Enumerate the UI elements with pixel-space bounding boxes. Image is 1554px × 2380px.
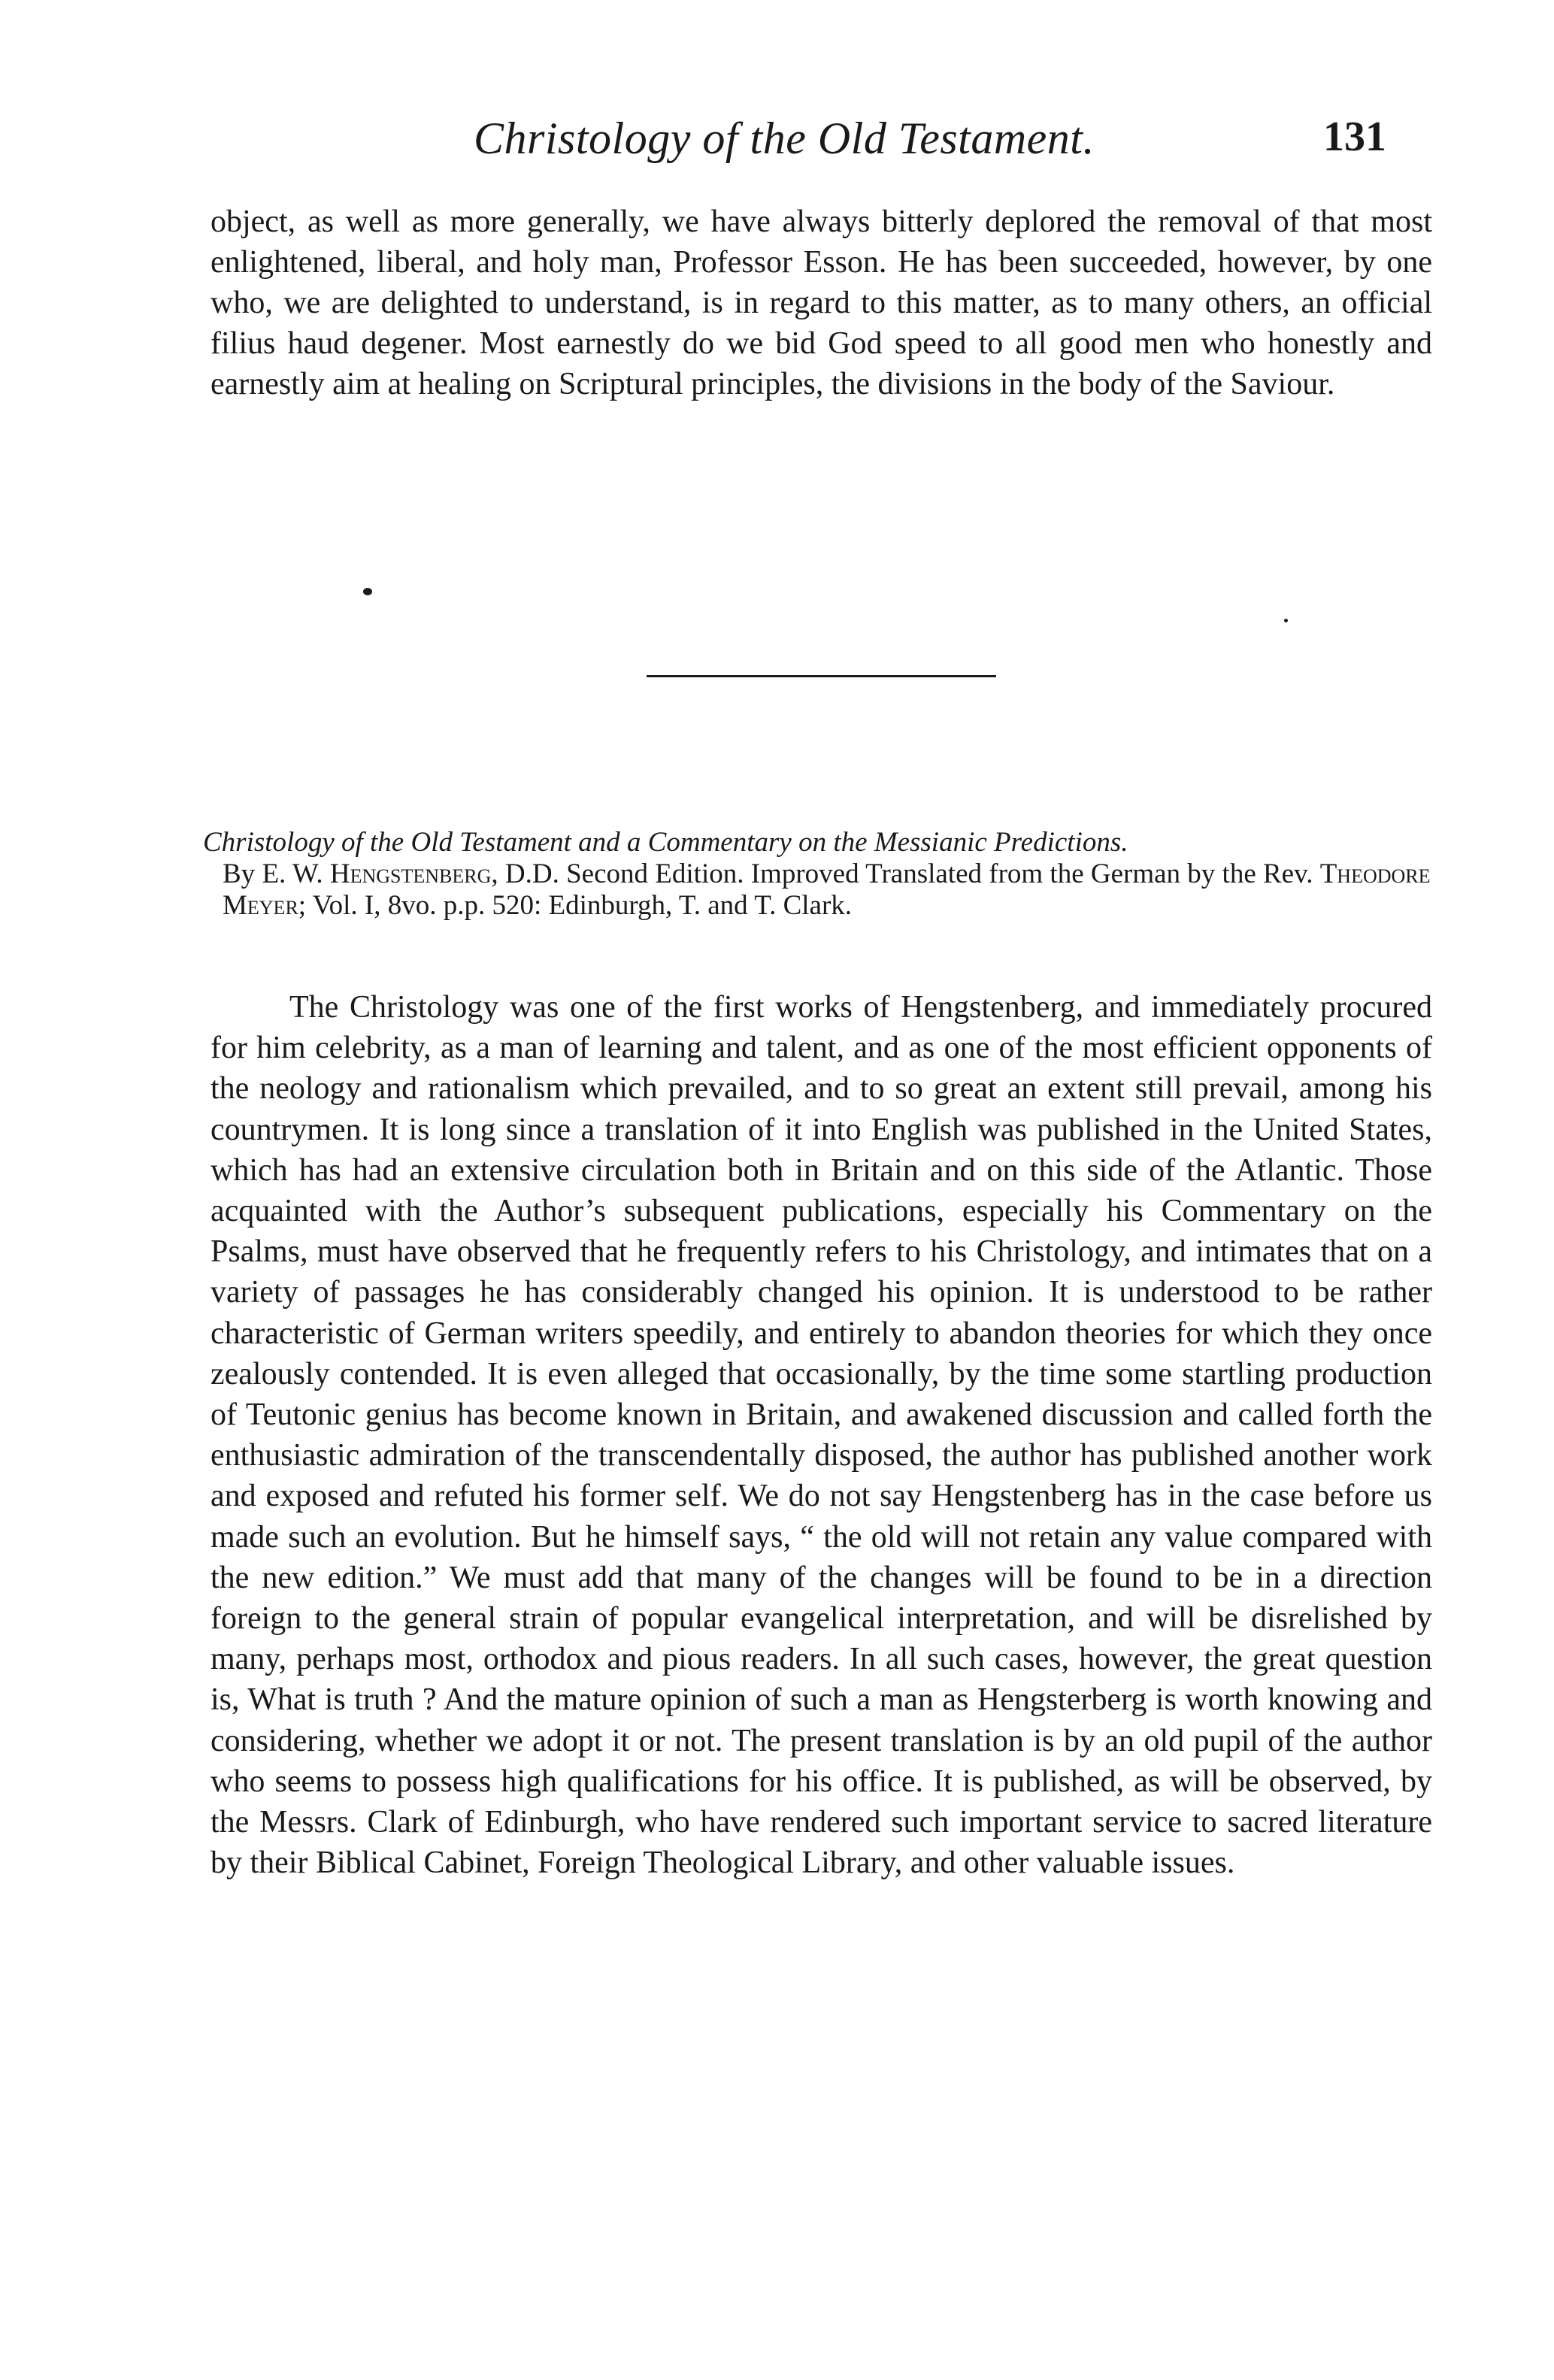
translation-note: Improved Translated from the German by the Rev.: [750, 858, 1313, 889]
author-degree: , D.D.: [491, 858, 559, 889]
ink-speck: [363, 588, 372, 595]
publisher: T. and T. Clark.: [678, 890, 853, 921]
running-header: [0, 113, 1554, 173]
by-prefix: By: [223, 858, 256, 889]
publication-details: ; Vol. I, 8vo. p.p. 520: Edinburgh,: [298, 890, 673, 921]
translator-name: Theodore Meyer: [223, 858, 1431, 921]
author-name: E. W. Hengstenberg: [262, 858, 492, 889]
review-heading: [203, 827, 1436, 922]
book-credits: [203, 858, 1436, 922]
section-divider: [647, 675, 996, 677]
review-body-paragraph: The Christology was one of the first works of Hengstenberg, and immediately procured for him celebrity, as a man of learning and talent, and as one of the most efficient opponents of the neology and rationalism which prevailed, and to so great an extent still prevail, among his countrymen. It is long since a translation of it into English was published in the United States, which has had an extensive circulation both in Britain and on this side of the Atlantic. Those acquainted with the Author’s subsequent publications, especially his Commentary on the Psalms, must have observed that he frequently refers to his Christology, and intimates that on a variety of passages he has considerably changed his opinion. It is understood to be rather characteristic of German writers speedily, and entirely to abandon theories for which they once zealously contended. It is even alleged that occasionally, by the time some startling production of Teutonic genius has become known in Britain, and awakened discussion and called forth the enthusiastic admiration of the transcendentally disposed, the author has published another work and exposed and refuted his former self. We do not say Hengstenberg has in the case before us made such an evolution. But he himself says, “ the old will not retain any value compared with the new edition.” We must add that many of the changes will be found to be in a direction foreign to the general strain of popular evangelical interpretation, and will be disrelished by many, perhaps most, orthodox and pious readers. In all such cases, however, the great question is, What is truth ? And the mature opinion of such a man as Hengsterberg is worth knowing and considering, whether we adopt it or not. The present translation is by an old pupil of the author who seems to possess high qualifications for his office. It is published, as will be observed, by the Messrs. Clark of Edinburgh, who have rendered such important service to sacred literature by their Biblical Cabinet, Foreign Theological Library, and other valuable issues.: [211, 990, 1432, 1881]
edition: Second Edition.: [566, 858, 744, 889]
running-title: Christology of the Old Testament.: [474, 114, 1095, 163]
book-title: Christology of the Old Testament and a Commentary on the Messianic Predictions.: [203, 827, 1128, 858]
intro-paragraph: object, as well as more generally, we have always bitterly deplored the removal of that most enlightened, liberal, and holy man, Professor Esson. He has been succeeded, however, by one who, we are delighted to understand, is in regard to this matter, as to many others, an official filius haud degener. Most earnestly do we bid God speed to all good men who honestly and earnestly aim at healing on Scriptural principles, the divisions in the body of the Saviour.: [211, 204, 1432, 401]
ink-speck: [1284, 619, 1288, 622]
page-number: 131: [1323, 114, 1386, 160]
